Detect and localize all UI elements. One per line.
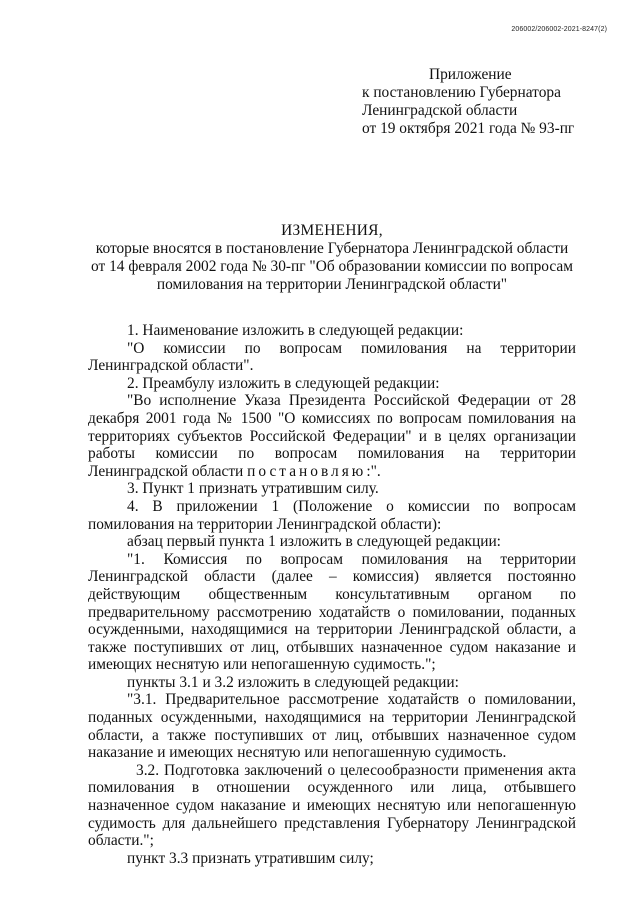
- paragraph: 3.2. Подготовка заключений о целесообразности применения акта помилования в отношении осужденного или лица, отбывшего назначенное судом наказание и имеющих неснятую или непогашенную судимость для дальнейшего представления Губернатору Ленинградской области.";: [88, 761, 576, 850]
- paragraph: "О комиссии по вопросам помилования на территории Ленинградской области".: [88, 339, 576, 375]
- heading-line: помилования на территории Ленинградской области": [156, 276, 508, 293]
- heading-line: которые вносятся в постановление Губернатора Ленинградской области: [95, 240, 569, 257]
- heading-title: ИЗМЕНЕНИЯ,: [281, 222, 383, 239]
- paragraph-text: :".: [366, 462, 381, 480]
- heading-line: от 14 февраля 2002 года № 30-пг "Об образовании комиссии по вопросам: [91, 258, 573, 275]
- document-id: 206002/206002-2021-8247(2): [511, 26, 607, 33]
- paragraph: "3.1. Предварительное рассмотрение ходатайств о помиловании, поданных осужденными, находящимися на территории Ленинградской области, а также поступивших от лиц, отбывших назначенное судом наказание и имеющих неснятую или непогашенную судимость.: [88, 691, 576, 762]
- document-body: [88, 322, 576, 867]
- spaced-word: постановляю: [247, 462, 367, 480]
- paragraph: 4. В приложении 1 (Положение о комиссии по вопросам помилования на территории Ленинградской области):: [88, 497, 576, 533]
- paragraph: 3. Пункт 1 признать утратившим силу.: [127, 480, 379, 498]
- appendix-date-line: от 19 октября 2021 года № 93-пг: [362, 120, 575, 137]
- paragraph: пункт 3.3 признать утратившим силу;: [127, 849, 374, 867]
- paragraph: 1. Наименование изложить в следующей редакции:: [127, 322, 464, 339]
- appendix-line: Ленинградской области: [362, 102, 518, 119]
- paragraph: пункты 3.1 и 3.2 изложить в следующей редакции:: [127, 673, 459, 691]
- paragraph: "1. Комиссия по вопросам помилования на территории Ленинградской области (далее – комиссия) является постоянно действующим общественным консультативным органом по предварительному рассмотрению ходатайств о помиловании, поданных осужденными, находящимися на территории Ленинградской области, а также поступивших от лиц, отбывших назначенное судом наказание и имеющих неснятую или непогашенную судимость.";: [88, 550, 576, 674]
- appendix-block: [362, 66, 622, 138]
- appendix-line: к постановлению Губернатора: [362, 84, 561, 101]
- paragraph: абзац первый пункта 1 изложить в следующей редакции:: [127, 533, 501, 551]
- paragraph-text: "Во исполнение Указа Президента Российской Федерации от 28 декабря 2001 года № 1500 "О комиссиях по вопросам помилования на территориях субъектов Российской Федерации" и в целях организации работы комиссии по вопросам помилования на территории Ленинградской области: [88, 392, 576, 480]
- paragraph: [88, 392, 576, 480]
- paragraph: 2. Преамбулу изложить в следующей редакции:: [127, 374, 440, 392]
- document-heading: [88, 222, 576, 294]
- appendix-title: Приложение: [429, 66, 512, 83]
